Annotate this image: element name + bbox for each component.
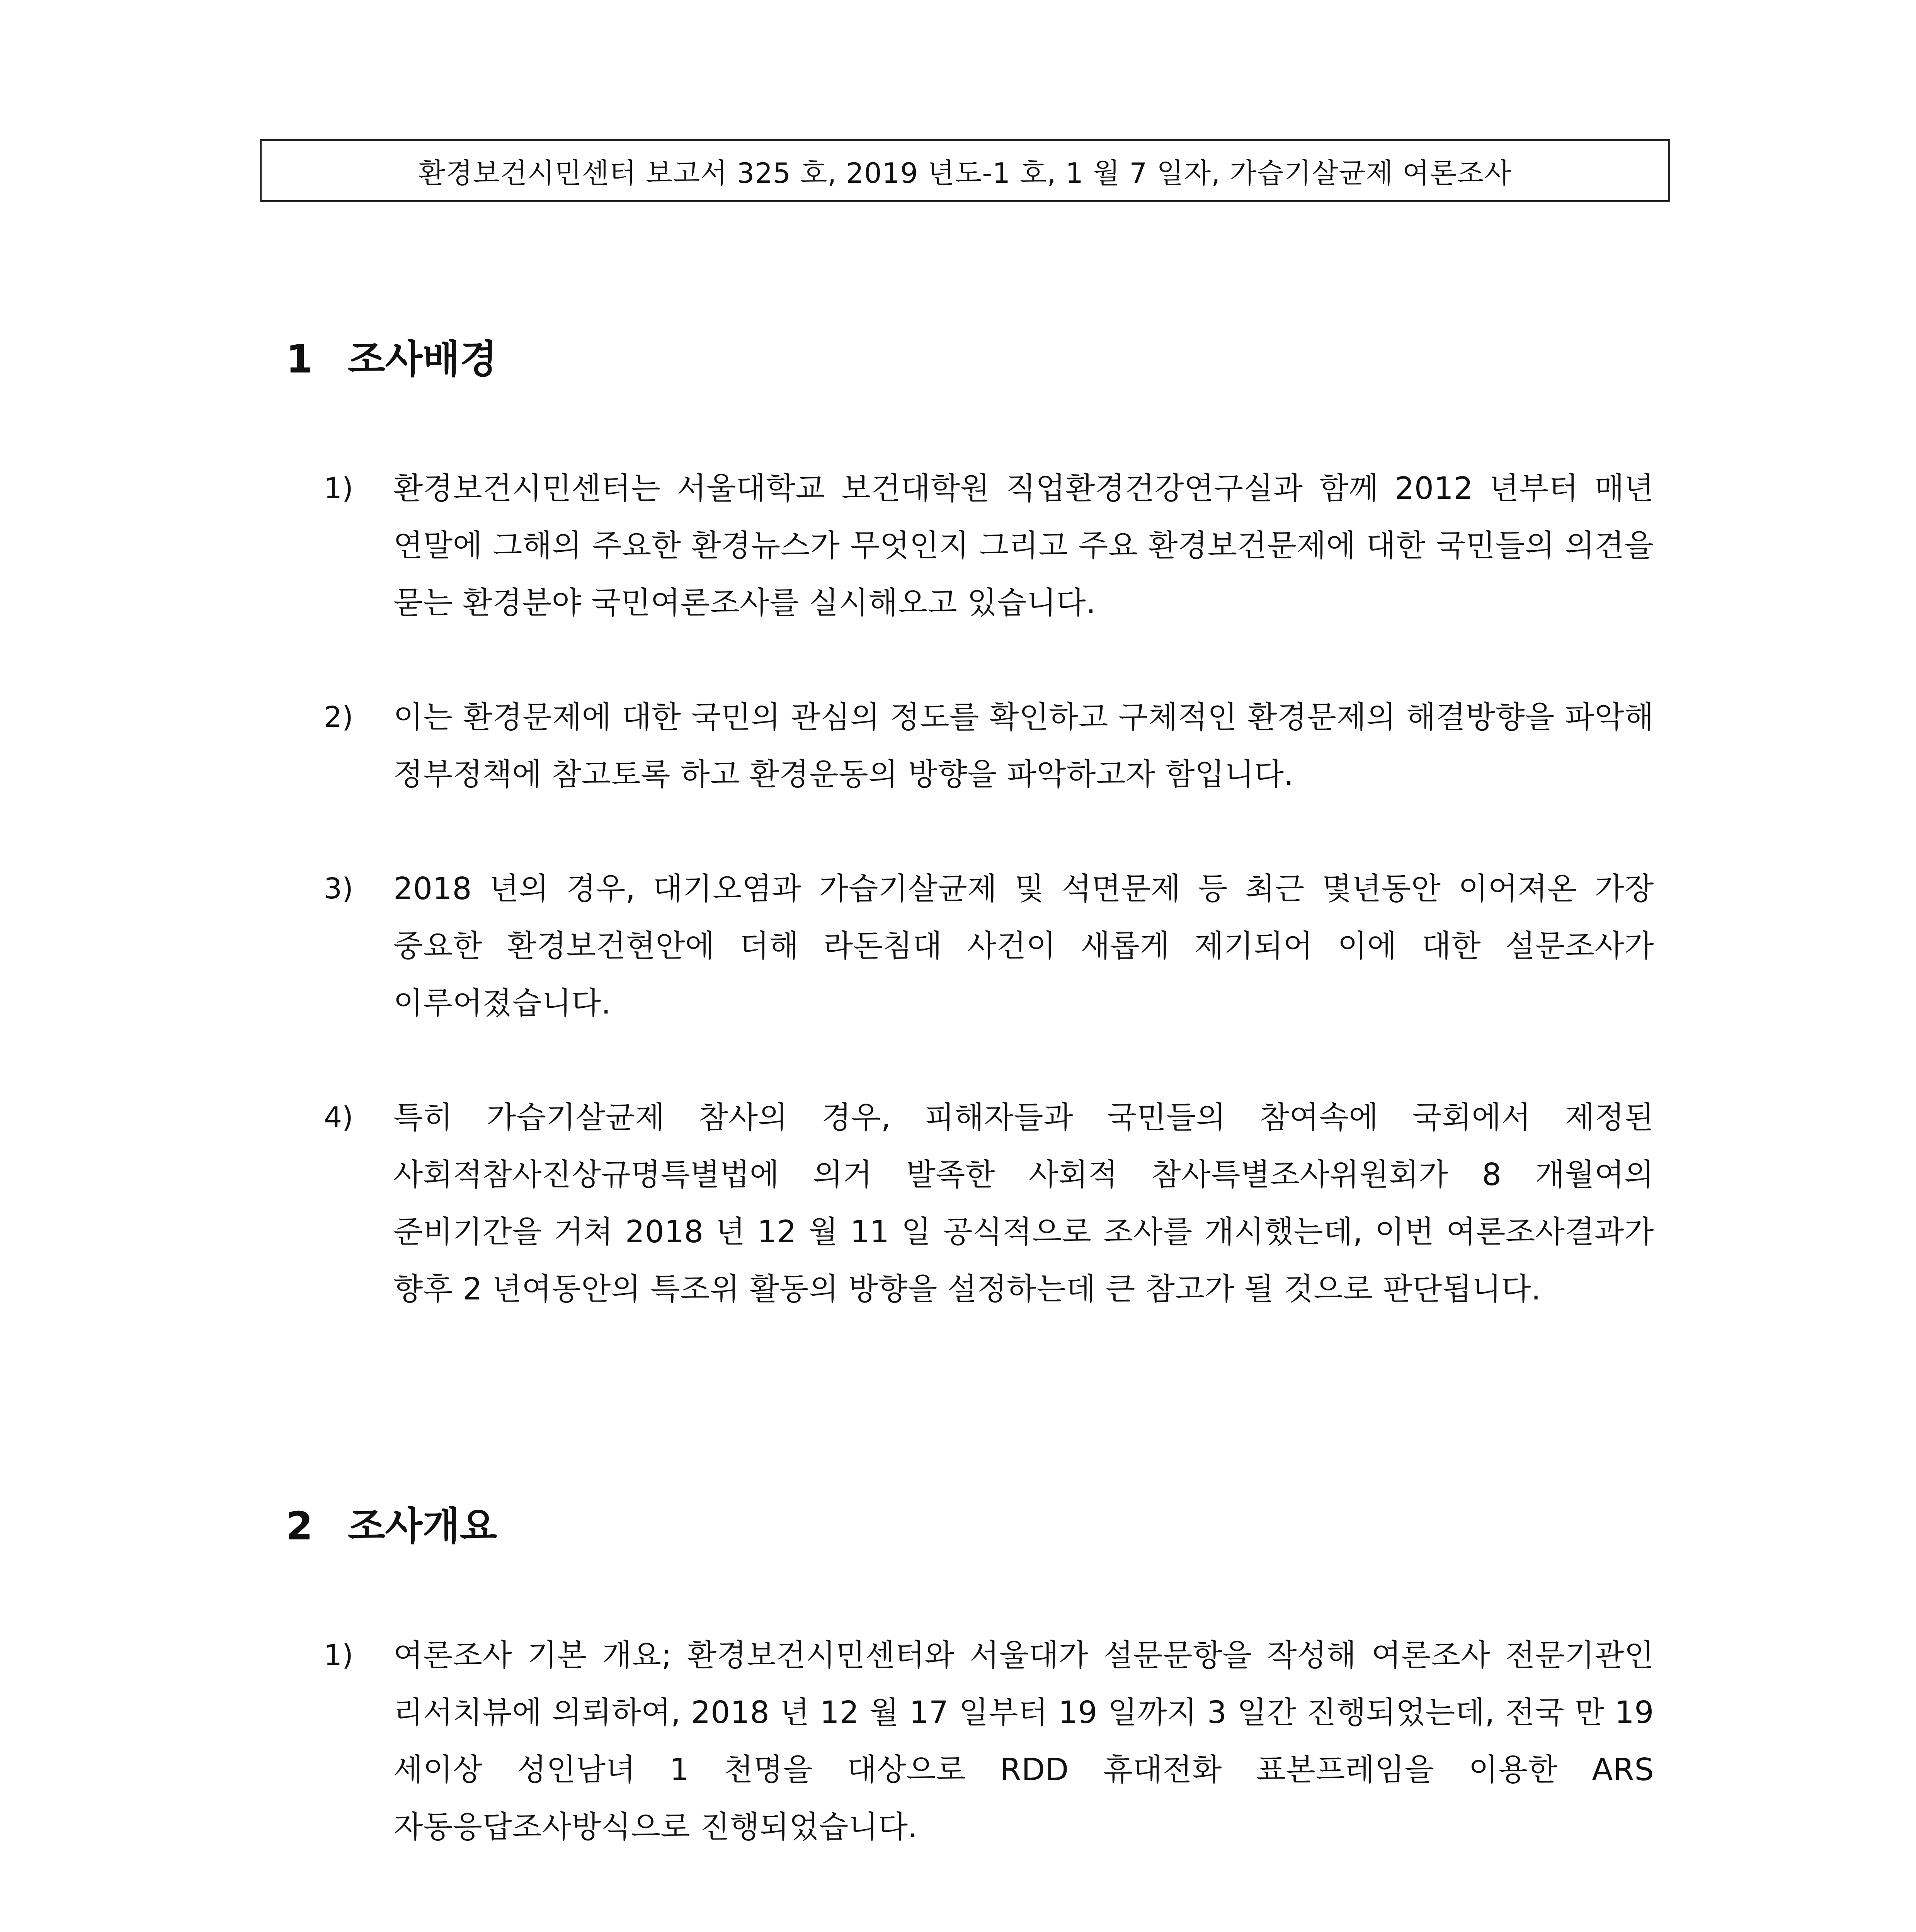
list-item-number: 4): [324, 1101, 353, 1134]
section-background: [286, 332, 1654, 1375]
section-items: [286, 1627, 1654, 1855]
list-item-text: 특히 가습기살균제 참사의 경우, 피해자들과 국민들의 참여속에 국회에서 제정된 사회적참사진상규명특별법에 의거 발족한 사회적 참사특별조사위원회가 8 개월여의 준비기간을 거쳐 2018 년 12 월 11 일 공식적으로 조사를 개시했는데, 이번 여론조사결과가 향후 2 년여동안의 특조위 활동의 방향을 설정하는데 큰 참고가 될 것으로 판단됩니다.: [393, 1100, 1654, 1307]
section-title: 조사개요: [348, 1503, 497, 1549]
report-header-text: 환경보건시민센터 보고서 325 호, 2019 년도-1 호, 1 월 7 일자, 가습기살균제 여론조사: [418, 156, 1512, 189]
section-title: 조사배경: [348, 337, 497, 382]
section-heading: [286, 1499, 1654, 1553]
list-item-text: 이는 환경문제에 대한 국민의 관심의 정도를 확인하고 구체적인 환경문제의 해결방향을 파악해 정부정책에 참고토록 하고 환경운동의 방향을 파악하고자 함입니다.: [393, 699, 1654, 792]
section-number: 2: [286, 1503, 313, 1549]
list-item-number: 2): [324, 701, 353, 734]
list-item: [286, 460, 1654, 631]
list-item: [286, 1089, 1654, 1318]
list-item-text: 여론조사 기본 개요; 환경보건시민센터와 서울대가 설문문항을 작성해 여론조사 전문기관인 리서치뷰에 의뢰하여, 2018 년 12 월 17 일부터 19 일까지 3 일간 진행되었는데, 전국 만 19 세이상 성인남녀 1 천명을 대상으로 RDD 휴대전화 표본프레임을 이용한 ARS 자동응답조사방식으로 진행되었습니다.: [393, 1638, 1654, 1845]
list-item-text: 2018 년의 경우, 대기오염과 가습기살균제 및 석면문제 등 최근 몇년동안 이어져온 가장 중요한 환경보건현안에 더해 라돈침대 사건이 새롭게 제기되어 이에 대한 설문조사가 이루어졌습니다.: [393, 871, 1654, 1021]
list-item: [286, 860, 1654, 1032]
section-heading: [286, 332, 1654, 386]
section-number: 1: [286, 337, 313, 382]
list-item: [286, 1627, 1654, 1855]
list-item: [286, 689, 1654, 803]
section-items: [286, 460, 1654, 1318]
list-item-number: 1): [324, 472, 353, 505]
section-overview: [286, 1499, 1654, 1913]
list-item-number: 3): [324, 872, 353, 905]
report-header-box: [260, 139, 1670, 202]
list-item-number: 1): [324, 1639, 353, 1672]
list-item-text: 환경보건시민센터는 서울대학교 보건대학원 직업환경건강연구실과 함께 2012 년부터 매년 연말에 그해의 주요한 환경뉴스가 무엇인지 그리고 주요 환경보건문제에 대한 국민들의 의견을 묻는 환경분야 국민여론조사를 실시해오고 있습니다.: [393, 471, 1654, 621]
